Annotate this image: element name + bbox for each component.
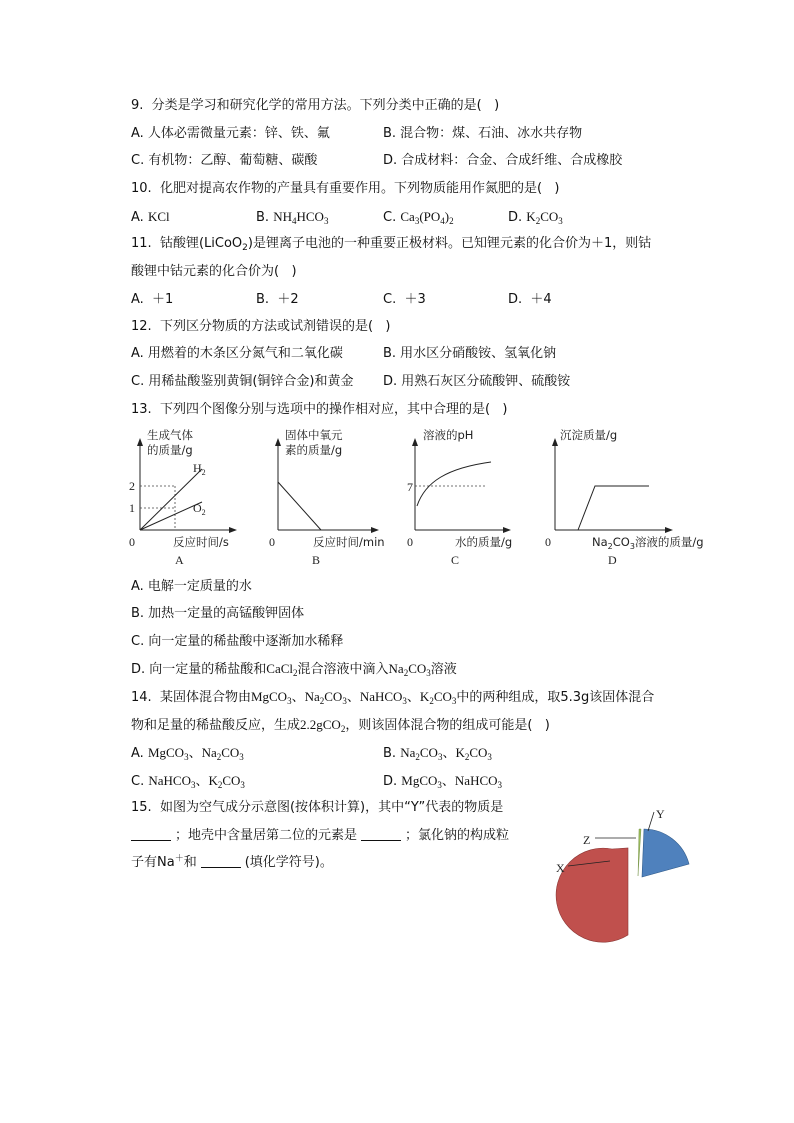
q14-option-a — [131, 745, 244, 762]
f: (PO — [419, 209, 441, 224]
q15-line1: 15. 如图为空气成分示意图(按体积计算)，其中“Y”代表的物质是 — [131, 800, 504, 815]
s: ＋ — [174, 854, 184, 864]
s: 3 — [323, 216, 329, 226]
q12-option-a: A. 用燃着的木条区分氮气和二氧化碳 — [131, 346, 343, 361]
q14-option-d — [383, 773, 502, 790]
t: 、K — [442, 745, 465, 760]
q15-blank-2[interactable] — [361, 828, 401, 841]
q15-line2 — [131, 828, 509, 844]
graph-d-caption: D — [608, 553, 617, 567]
q10-a-formula: KCl — [147, 209, 170, 224]
f: NH — [273, 209, 292, 224]
q10-c-formula — [400, 209, 453, 224]
pie-leader-y — [648, 812, 654, 831]
pie-label-y: Y — [656, 807, 665, 821]
graph-a-origin: 0 — [129, 535, 135, 549]
q10-option-d — [508, 209, 563, 226]
graph-c — [407, 428, 512, 567]
t: CO — [469, 745, 488, 760]
q11-stem-post: )是锂离子电池的一种重要正极材料。已知锂元素的化合价为＋1，则钴 — [247, 236, 652, 251]
t: NaHCO — [148, 773, 191, 788]
q14-option-c — [131, 773, 245, 790]
graph-a-label-o2 — [193, 501, 206, 517]
t: CO — [612, 535, 630, 549]
graph-b — [269, 428, 385, 567]
t: 2 — [201, 508, 206, 517]
t: H — [193, 461, 202, 475]
graph-c-curve — [417, 462, 491, 506]
s: 3 — [414, 216, 420, 226]
t: D. 向一定量的稀盐酸和 — [131, 662, 267, 677]
graph-c-x-arrow — [503, 527, 511, 533]
f — [401, 773, 502, 788]
t: MgCO — [147, 745, 185, 760]
graph-b-line — [278, 482, 321, 530]
t: 3 — [629, 542, 635, 551]
s: 3 — [437, 780, 442, 790]
graph-c-y-arrow — [412, 438, 418, 446]
t: B. — [383, 746, 397, 761]
q9-option-c: C. 有机物：乙醇、葡萄糖、碳酸 — [131, 153, 318, 168]
t: CaCl — [266, 661, 294, 676]
t: ；氯化钠的构成粒 — [405, 828, 510, 843]
q11-option-b: B. ＋2 — [256, 292, 299, 307]
q13-option-b: B. 加热一定量的高锰酸钾固体 — [131, 606, 305, 621]
f: Ca — [400, 209, 415, 224]
s: 2 — [319, 696, 325, 706]
t: 混合溶液中滴入 — [297, 662, 389, 677]
q15-pie-chart — [550, 798, 700, 948]
s: 2 — [403, 668, 409, 678]
q12-option-b: B. 用水区分硝酸铵、氢氧化钠 — [383, 346, 557, 361]
q15-blank-3[interactable] — [201, 855, 241, 868]
graph-a-y-arrow — [137, 438, 143, 446]
q11-option-d: D. ＋4 — [508, 292, 552, 307]
t: O — [193, 501, 202, 515]
q10-c-label: C. — [383, 210, 397, 225]
graph-c-origin: 0 — [407, 535, 413, 549]
f — [300, 717, 345, 732]
t: C. — [131, 774, 145, 789]
q10-a-label: A. — [131, 210, 144, 225]
s: 2 — [217, 780, 223, 790]
graph-a-label-h2 — [193, 461, 206, 477]
s: 3 — [426, 668, 431, 678]
q13-option-c: C. 向一定量的稀盐酸中逐渐加水稀释 — [131, 634, 344, 649]
q9-stem: 9. 分类是学习和研究化学的常用方法。下列分类中正确的是( ) — [131, 98, 500, 113]
t: A. — [131, 746, 144, 761]
graph-a-tick-2: 2 — [129, 479, 135, 493]
q11-option-a: A. ＋1 — [131, 292, 174, 307]
graph-b-caption: B — [312, 553, 321, 567]
t: 、NaHCO — [346, 689, 403, 704]
t: 2.2gCO — [300, 717, 341, 732]
t: Na — [400, 745, 416, 760]
f — [400, 745, 492, 760]
t: 、NaHCO — [441, 773, 498, 788]
graph-c-xlabel: 水的质量/g — [455, 535, 513, 549]
t: CO — [408, 661, 427, 676]
q12-option-d: D. 用熟石灰区分硫酸钾、硫酸铵 — [383, 374, 571, 389]
s: 2 — [216, 752, 222, 762]
q13-option-d — [131, 661, 457, 678]
s: 3 — [240, 780, 245, 790]
t: CO — [222, 773, 241, 788]
f — [389, 661, 431, 676]
graph-c-ylabel: 溶液的pH — [423, 428, 474, 442]
t: 、K — [195, 773, 218, 788]
t: 、Na — [188, 745, 217, 760]
q11-stem-line2: 酸锂中钴元素的化合价为( ) — [131, 264, 297, 279]
graph-d-y-arrow — [552, 438, 558, 446]
s: 3 — [558, 216, 563, 226]
s: 2 — [340, 724, 346, 734]
t: Na — [388, 661, 404, 676]
pie-label-x: X — [556, 861, 565, 875]
t: (填化学符号)。 — [244, 855, 333, 870]
graph-b-ylabel-1: 固体中氧元 — [285, 428, 343, 442]
t: CO — [433, 689, 452, 704]
graph-c-caption: C — [451, 553, 460, 567]
q13-stem: 13. 下列四个图像分别与选项中的操作相对应，其中合理的是( ) — [131, 402, 508, 417]
q15-blank-1[interactable] — [131, 828, 171, 841]
t: MgCO — [401, 773, 438, 788]
s: 4 — [291, 216, 297, 226]
pie-slice-y — [642, 829, 689, 877]
t: 、Na — [291, 689, 320, 704]
graph-a-tick-1: 1 — [129, 501, 135, 515]
q10-b-formula — [273, 209, 328, 224]
t: Na — [592, 535, 608, 549]
graph-d-line — [578, 486, 649, 530]
graph-b-xlabel: 反应时间/min — [313, 535, 385, 549]
q14-option-b — [383, 745, 492, 762]
graph-d-ylabel: 沉淀质量/g — [560, 428, 618, 442]
q11-stem-pre: 11. 钴酸锂(LiCoO — [131, 236, 243, 251]
s: 3 — [451, 696, 457, 706]
graph-a-line-h2 — [140, 469, 202, 530]
f — [148, 745, 244, 760]
f — [266, 661, 297, 676]
graph-d-x-arrow — [665, 527, 673, 533]
q12-option-c: C. 用稀盐酸鉴别黄铜(铜锌合金)和黄金 — [131, 374, 354, 389]
t: 2 — [607, 542, 613, 551]
q9-option-b: B. 混合物：煤、石油、冰水共存物 — [383, 126, 583, 141]
pie-slice-x — [556, 848, 628, 942]
graph-a-xlabel: 反应时间/s — [173, 535, 229, 549]
s: 3 — [402, 696, 407, 706]
q12-stem: 12. 下列区分物质的方法或试剂错误的是( ) — [131, 319, 391, 334]
graph-b-ylabel-2: 素的质量/g — [285, 443, 343, 457]
graph-b-origin: 0 — [269, 535, 275, 549]
t: ，则该固体混合物的组成可能是( ) — [345, 718, 550, 733]
graph-d-origin: 0 — [545, 535, 551, 549]
graph-d-xlabel — [592, 535, 704, 551]
t: 中的两种组成，取5.3g该固体混合 — [456, 690, 655, 705]
s: 4 — [440, 216, 445, 226]
q10-d-formula — [526, 209, 562, 224]
q10-b-label: B. — [256, 210, 270, 225]
q10-option-a — [131, 209, 170, 226]
s: 3 — [184, 752, 189, 762]
t: 2 — [201, 468, 206, 477]
t: 子有Na — [131, 855, 175, 870]
q11-stem — [131, 236, 651, 252]
q10-d-label: D. — [508, 210, 523, 225]
graph-a-ylabel-2: 的质量/g — [147, 443, 193, 457]
s: 3 — [287, 696, 292, 706]
t: 和 — [183, 855, 197, 870]
graph-c-tick-7: 7 — [407, 480, 413, 494]
s: 2 — [449, 216, 454, 226]
t: 、K — [406, 689, 430, 704]
f: ) — [444, 209, 450, 224]
q15-line3 — [131, 855, 333, 871]
t: MgCO — [250, 689, 288, 704]
s: 2 — [415, 752, 420, 762]
q14-stem-line2 — [131, 717, 550, 734]
graph-b-y-arrow — [275, 438, 281, 446]
q10-option-b — [256, 209, 328, 226]
pie-label-z: Z — [583, 833, 591, 847]
t: CO — [324, 689, 343, 704]
f — [251, 689, 456, 704]
t: 溶液 — [430, 662, 457, 677]
q11-option-c: C. ＋3 — [383, 292, 426, 307]
t: D. — [383, 774, 398, 789]
graph-d — [545, 428, 704, 567]
f: CO — [540, 209, 559, 224]
t: 溶液的质量/g — [634, 535, 704, 549]
f: HCO — [296, 209, 324, 224]
s: 3 — [437, 752, 443, 762]
q10-stem: 10. 化肥对提高农作物的产量具有重要作用。下列物质能用作氮肥的是( ) — [131, 181, 560, 196]
q13-option-a: A. 电解一定质量的水 — [131, 579, 252, 594]
t: ；地壳中含量居第二位的元素是 — [175, 828, 358, 843]
q13-graphs — [125, 424, 725, 572]
s: 3 — [342, 696, 347, 706]
f: K — [526, 209, 536, 224]
pie-slice-z — [638, 829, 641, 876]
t: CO — [419, 745, 438, 760]
q11-stem-sub: 2 — [242, 243, 248, 253]
s: 3 — [190, 780, 196, 790]
t: 物和足量的稀盐酸反应，生成 — [131, 718, 301, 733]
s: 3 — [487, 752, 492, 762]
s: 2 — [535, 216, 541, 226]
q9-option-d: D. 合成材料：合金、合成纤维、合成橡胶 — [383, 153, 623, 168]
q9-option-a: A. 人体必需微量元素：锌、铁、氟 — [131, 126, 330, 141]
graph-a-ylabel-1: 生成气体 — [147, 428, 193, 442]
s: 2 — [293, 668, 298, 678]
s: 2 — [464, 752, 470, 762]
s: 3 — [239, 752, 244, 762]
graph-b-x-arrow — [371, 527, 379, 533]
graph-a-caption: A — [175, 553, 184, 567]
q14-stem-line1 — [131, 689, 654, 706]
f — [148, 773, 245, 788]
t: 14. 某固体混合物由 — [131, 690, 251, 705]
s: 3 — [497, 780, 503, 790]
t: CO — [221, 745, 240, 760]
s: 2 — [429, 696, 434, 706]
q10-option-c — [383, 209, 454, 226]
graph-a — [129, 428, 237, 567]
graph-a-x-arrow — [229, 527, 237, 533]
